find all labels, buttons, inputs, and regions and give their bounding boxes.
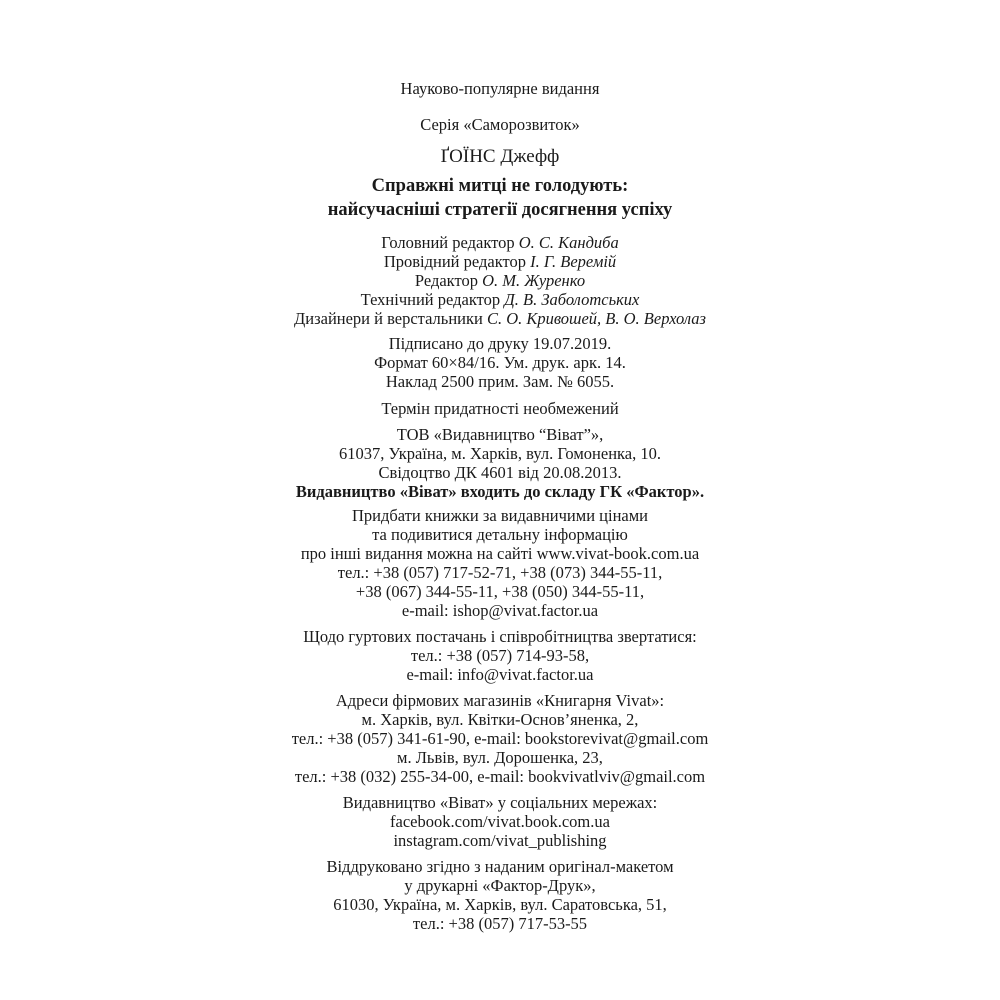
wholesale-line: e-mail: info@vivat.factor.ua — [406, 665, 594, 684]
print-info-line: Формат 60×84/16. Ум. друк. арк. 14. — [374, 353, 626, 372]
shop-info-line: +38 (067) 344-55-11, +38 (050) 344-55-11, — [355, 582, 645, 601]
author-line: ҐОЇНС Джефф — [440, 146, 560, 167]
shop-info-line: про інші видання можна на сайті www.vivat-book.com.ua — [300, 544, 700, 563]
publisher-line: 61037, Україна, м. Харків, вул. Гомоненка, 10. — [338, 444, 662, 463]
credit-editor — [0, 271, 1000, 290]
stores-line: м. Львів, вул. Дорошенка, 23, — [397, 748, 603, 767]
series-line: Серія «Саморозвиток» — [420, 115, 580, 134]
book-title-line-1: Справжні митці не голодують: — [371, 176, 629, 196]
stores-line: тел.: +38 (032) 255-34-00, e-mail: bookvivatlviv@gmail.com — [294, 767, 706, 786]
credit-role: Провідний редактор — [383, 252, 526, 271]
printer-line: Віддруковано згідно з наданим оригінал-макетом — [326, 857, 674, 876]
stores-line: м. Харків, вул. Квітки-Основ’яненка, 2, — [361, 710, 639, 729]
credit-technical-editor — [0, 290, 1000, 309]
social-line: Видавництво «Віват» у соціальних мережах: — [342, 793, 658, 812]
shop-info-line: Придбати книжки за видавничими цінами — [351, 506, 649, 525]
social-link-facebook: facebook.com/vivat.book.com.ua — [390, 812, 610, 831]
credit-role: Технічний редактор — [360, 290, 501, 309]
credit-lead-editor — [0, 252, 1000, 271]
social-link-instagram: instagram.com/vivat_publishing — [393, 831, 607, 850]
credit-name: Д. В. Заболотських — [504, 290, 640, 309]
printer-line: 61030, Україна, м. Харків, вул. Саратовська, 51, — [333, 895, 667, 914]
credit-name: С. О. Кривошей, В. О. Верхолаз — [486, 309, 706, 328]
shop-info-line: та подивитися детальну інформацію — [372, 525, 628, 544]
credit-designers — [0, 309, 1000, 328]
publisher-line: Свідоцтво ДК 4601 від 20.08.2013. — [378, 463, 622, 482]
credit-role: Дизайнери й верстальники — [294, 309, 483, 328]
stores-line: тел.: +38 (057) 341-61-90, e-mail: bookstorevivat@gmail.com — [291, 729, 709, 748]
print-info-line: Наклад 2500 прим. Зам. № 6055. — [385, 372, 615, 391]
credit-name: І. Г. Веремій — [530, 252, 617, 271]
publisher-line: ТОВ «Видавництво “Віват”», — [396, 425, 604, 444]
credit-name: О. С. Кандиба — [518, 233, 619, 252]
book-title-line-2: найсучасніші стратегії досягнення успіху — [327, 200, 673, 220]
printer-line: у друкарні «Фактор-Друк», — [404, 876, 596, 895]
credit-role: Редактор — [414, 271, 478, 290]
shelf-life-line: Термін придатності необмежений — [381, 399, 619, 418]
genre-line: Науково-популярне видання — [400, 79, 600, 98]
publisher-group-line: Видавництво «Віват» входить до складу ГК «Фактор». — [295, 482, 705, 501]
credit-editor-in-chief — [0, 233, 1000, 252]
shop-info-line: тел.: +38 (057) 717-52-71, +38 (073) 344-55-11, — [337, 563, 663, 582]
printer-line: тел.: +38 (057) 717-53-55 — [412, 914, 588, 933]
wholesale-line: тел.: +38 (057) 714-93-58, — [410, 646, 590, 665]
wholesale-line: Щодо гуртових постачань і співробітництва звертатися: — [303, 627, 697, 646]
credit-role: Головний редактор — [381, 233, 515, 252]
print-info-line: Підписано до друку 19.07.2019. — [388, 334, 612, 353]
stores-line: Адреси фірмових магазинів «Книгарня Vivat»: — [335, 691, 665, 710]
credit-name: О. М. Журенко — [482, 271, 586, 290]
shop-info-line: e-mail: ishop@vivat.factor.ua — [401, 601, 599, 620]
